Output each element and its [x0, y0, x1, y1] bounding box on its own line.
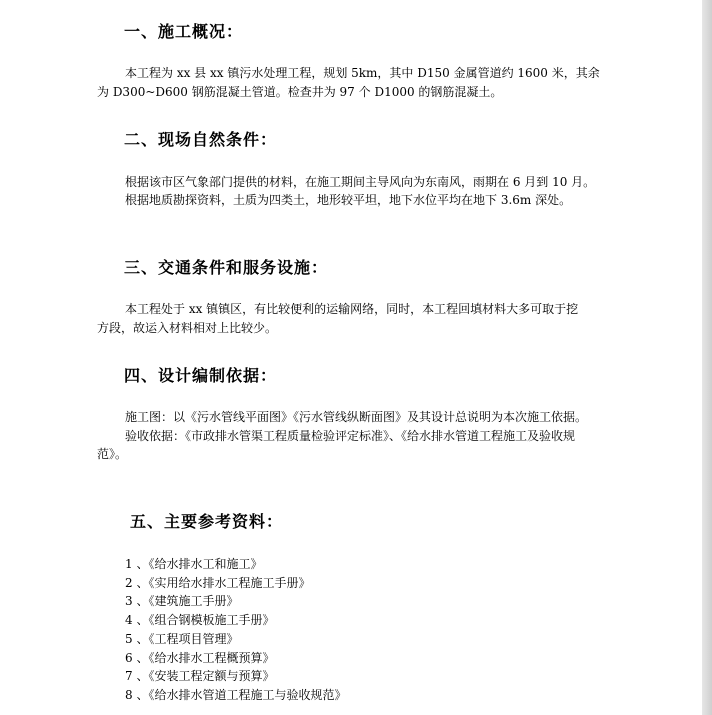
reference-item-4: 4 、《组合钢模板施工手册》	[125, 613, 275, 627]
section-heading-1: 一、施工概况：	[124, 22, 244, 41]
paragraph-4-line-3: 范》。	[97, 447, 128, 461]
section-heading-2: 二、现场自然条件：	[124, 130, 278, 149]
paragraph-4-line-2: 验收依据：《市政排水管渠工程质量检验评定标准》、《给水排水管道工程施工及验收规	[125, 429, 576, 443]
section-heading-5: 五、主要参考资料：	[130, 512, 284, 531]
reference-item-2: 2 、《实用给水排水工程施工手册》	[125, 576, 311, 590]
reference-item-7: 7 、《安装工程定额与预算》	[125, 669, 275, 683]
paragraph-3-line-2: 方段，故运入材料相对上比较少。	[97, 321, 278, 335]
page-edge-shadow	[702, 0, 712, 715]
section-heading-3: 三、交通条件和服务设施：	[124, 258, 329, 277]
reference-item-3: 3 、《建筑施工手册》	[125, 594, 239, 608]
section-heading-4: 四、设计编制依据：	[124, 366, 278, 385]
paragraph-3-line-1: 本工程处于 xx 镇镇区，有比较便利的运输网络，同时，本工程回填材料大多可取于挖	[125, 302, 579, 316]
paragraph-2-line-2: 根据地质勘探资料，土质为四类土，地形较平坦，地下水位平均在地下 3.6m 深处。	[125, 193, 572, 207]
paragraph-1-line-2: 为 D300~D600 钢筋混凝土管道。检查井为 97 个 D1000 的钢筋混凝土。	[97, 85, 503, 99]
paragraph-2-line-1: 根据该市区气象部门提供的材料，在施工期间主导风向为东南风，雨期在 6 月到 10 月。	[125, 175, 596, 189]
reference-item-5: 5 、《工程项目管理》	[125, 632, 239, 646]
reference-item-1: 1 、《给水排水工和施工》	[125, 557, 263, 571]
paragraph-1-line-1: 本工程为 xx 县 xx 镇污水处理工程，规划 5km，其中 D150 金属管道约 1600 米，其余	[125, 66, 600, 80]
reference-item-8: 8 、《给水排水管道工程施工与验收规范》	[125, 688, 347, 702]
reference-item-6: 6 、《给水排水工程概预算》	[125, 651, 275, 665]
paragraph-4-line-1: 施工图：以《污水管线平面图》《污水管线纵断面图》及其设计总说明为本次施工依据。	[125, 410, 588, 424]
